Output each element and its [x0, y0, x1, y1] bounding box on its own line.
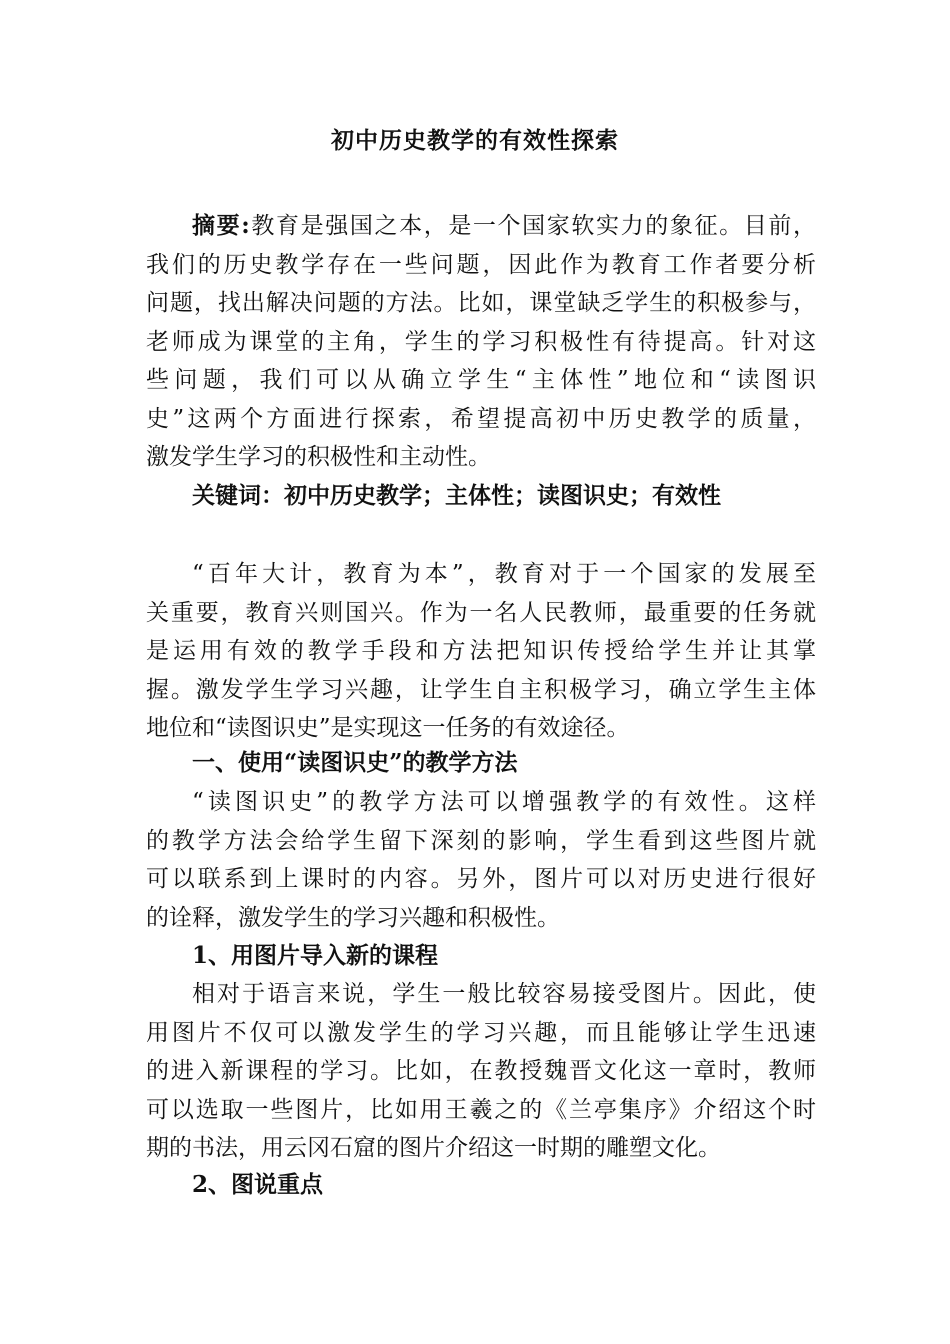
abstract-line: 我们的历史教学存在一些问题，因此作为教育工作者要分析 [146, 251, 816, 278]
sub1-line: 用图片不仅可以激发学生的学习兴趣，而且能够让学生迅速 [146, 1019, 816, 1046]
section1-line: 可以联系到上课时的内容。另外，图片可以对历史进行很好 [146, 866, 816, 892]
sub1-line: 相对于语言来说，学生一般比较容易接受图片。因此，使 [192, 981, 816, 1007]
abstract-paragraph [146, 207, 816, 477]
abstract-line: 激发学生学习的积极性和主动性。 [146, 444, 491, 470]
abstract-line [146, 207, 816, 246]
sub1-line: 的进入新课程的学习。比如，在教授魏晋文化这一章时，教师 [146, 1058, 816, 1084]
abstract-line: 老师成为课堂的主角，学生的学习积极性有待提高。针对这 [146, 328, 816, 355]
intro-paragraph [146, 555, 816, 748]
abstract-line-text: 教育是强国之本，是一个国家软实力的象征。目前， [249, 213, 816, 239]
section1-paragraph [146, 783, 816, 937]
intro-line: 关重要，教育兴则国兴。作为一名人民教师，最重要的任务就 [146, 599, 816, 626]
intro-line: 握。激发学生学习兴趣，让学生自主积极学习，确立学生主体 [146, 676, 816, 703]
intro-line: 是运用有效的教学手段和方法把知识传授给学生并让其掌 [146, 638, 816, 664]
abstract-line: 史”这两个方面进行探索，希望提高初中历史教学的质量， [146, 405, 816, 432]
section-heading: 一、使用“读图识史”的教学方法 [192, 749, 518, 776]
abstract-label: 摘要: [192, 212, 250, 239]
sub1-line: 可以选取一些图片，比如用王羲之的《兰亭集序》介绍这个时 [146, 1096, 816, 1123]
intro-line: “百年大计，教育为本”，教育对于一个国家的发展至 [192, 561, 816, 587]
sub1-paragraph [146, 975, 816, 1168]
section1-line: 的诠释，激发学生的学习兴趣和积极性。 [146, 904, 560, 931]
intro-line: 地位和“读图识史”是实现这一任务的有效途径。 [146, 715, 630, 741]
keywords: 关键词：初中历史教学；主体性；读图识史；有效性 [192, 482, 721, 509]
section1-line: 的教学方法会给学生留下深刻的影响，学生看到这些图片就 [146, 827, 816, 854]
subsection-heading: 1、用图片导入新的课程 [192, 942, 439, 969]
subsection-heading: 2、图说重点 [192, 1171, 324, 1198]
document-title: 初中历史教学的有效性探索 [331, 127, 619, 154]
abstract-line: 些问题，我们可以从确立学生“主体性”地位和“读图识 [146, 367, 816, 393]
abstract-line: 问题，找出解决问题的方法。比如，课堂缺乏学生的积极参与， [146, 290, 816, 316]
section1-line: “读图识史”的教学方法可以增强教学的有效性。这样 [192, 789, 816, 815]
sub1-line: 期的书法，用云冈石窟的图片介绍这一时期的雕塑文化。 [146, 1135, 721, 1161]
